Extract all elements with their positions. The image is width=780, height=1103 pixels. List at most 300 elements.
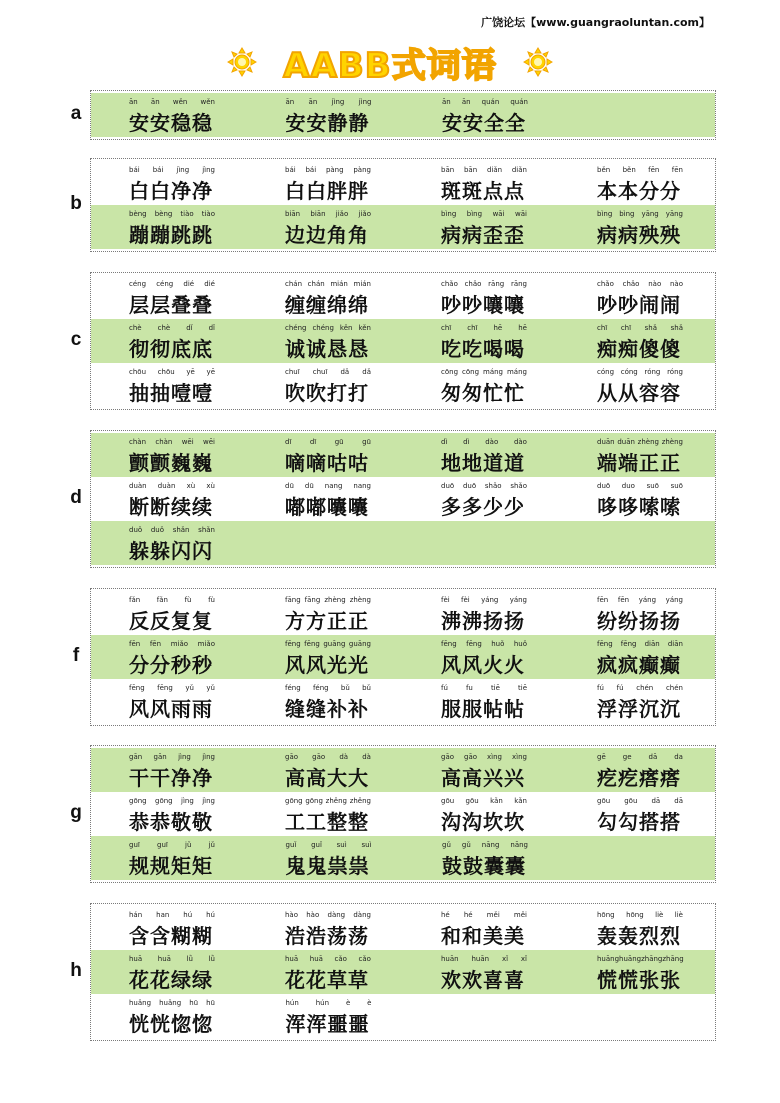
pinyin-syllable: yáng (638, 596, 657, 604)
pinyin-syllable: chéng (312, 324, 334, 332)
word-entry (91, 906, 247, 950)
pinyin-syllable: suì (361, 841, 372, 849)
pinyin-syllable: dàng (327, 911, 346, 919)
word-entry (559, 792, 715, 836)
pinyin-syllable: hū (189, 999, 199, 1007)
pinyin (597, 482, 683, 490)
pinyin-syllable: xǐ (501, 955, 509, 963)
pinyin-syllable: dàng (353, 911, 371, 919)
pinyin (129, 684, 215, 692)
pinyin-syllable: gū (334, 438, 344, 446)
pinyin-syllable: fù (184, 596, 192, 604)
chinese-word: 反反复复 (129, 609, 213, 633)
pinyin-syllable: gāo (285, 753, 299, 761)
pinyin-syllable: jìng (202, 797, 215, 805)
pinyin-syllable: hào (285, 911, 299, 919)
pinyin-syllable: liè (674, 911, 683, 919)
chinese-word: 安安静静 (285, 111, 370, 135)
word-entry (91, 363, 247, 407)
pinyin (285, 166, 371, 174)
word-entry (247, 748, 403, 792)
pinyin-syllable: duō (441, 482, 455, 490)
word-box (90, 90, 716, 140)
chinese-word: 鼓鼓囊囊 (442, 854, 526, 878)
word-entry (248, 836, 405, 880)
pinyin-syllable: huān (471, 955, 490, 963)
chinese-word: 躲躲闪闪 (129, 539, 213, 563)
pinyin-syllable: jìng (178, 753, 191, 761)
pinyin-syllable: da (674, 753, 683, 761)
pinyin-syllable: tiē (490, 684, 500, 692)
pinyin-syllable: diǎn (486, 166, 503, 174)
pinyin-syllable: hào (306, 911, 320, 919)
word-entry (91, 950, 247, 994)
pinyin-syllable: shǎ (644, 324, 658, 332)
word-box (90, 158, 716, 252)
pinyin-syllable: dà (362, 753, 371, 761)
word-entry (247, 275, 403, 319)
chinese-word: 轰轰烈烈 (597, 924, 681, 948)
chinese-word: 吃吃喝喝 (441, 337, 525, 361)
pinyin-syllable: mián (353, 280, 371, 288)
pinyin-syllable: fēn (597, 596, 609, 604)
pinyin-syllable: diān (644, 640, 660, 648)
pinyin-syllable: chè (157, 324, 171, 332)
pinyin-syllable: zhèng (661, 438, 683, 446)
pinyin-syllable: dā (674, 797, 683, 805)
pinyin-syllable: fú (616, 684, 624, 692)
pinyin-syllable: zhāng (662, 955, 684, 963)
chinese-word: 层层叠叠 (129, 293, 213, 317)
pinyin (441, 640, 527, 648)
word-entry (559, 679, 715, 723)
pinyin-syllable: zhěng (349, 797, 371, 805)
section-b (0, 158, 780, 252)
pinyin (597, 368, 683, 376)
pinyin-syllable: huǎng (159, 999, 182, 1007)
pinyin-syllable: ān (461, 98, 471, 106)
chinese-word: 规规矩矩 (129, 854, 213, 878)
pinyin (441, 753, 527, 761)
pinyin-syllable: bái (285, 166, 296, 174)
chinese-word: 颤颤巍巍 (129, 451, 213, 475)
pinyin (285, 911, 371, 919)
pinyin-syllable: gē (597, 753, 606, 761)
pinyin-syllable: chōu (129, 368, 147, 376)
pinyin-syllable: rāng (510, 280, 527, 288)
pinyin-syllable: fèi (461, 596, 470, 604)
pinyin-syllable: cōng (441, 368, 459, 376)
pinyin (285, 640, 371, 648)
chinese-word: 吵吵闹闹 (597, 293, 681, 317)
pinyin-syllable: chàn (155, 438, 173, 446)
word-entry (248, 93, 405, 137)
pinyin (285, 684, 371, 692)
word-entry (91, 679, 247, 723)
word-entry (91, 433, 247, 477)
pinyin-syllable: pàng (353, 166, 371, 174)
pinyin-syllable: bái (305, 166, 317, 174)
word-entry (247, 161, 403, 205)
chinese-word: 吵吵嚷嚷 (441, 293, 525, 317)
word-box (90, 745, 716, 883)
pinyin-syllable: dié (204, 280, 215, 288)
pinyin (597, 640, 683, 648)
pinyin-syllable: cóng (620, 368, 638, 376)
pinyin-syllable: chī (467, 324, 478, 332)
pinyin (285, 438, 371, 446)
pinyin-syllable: ān (150, 98, 160, 106)
pinyin-syllable: ān (308, 98, 318, 106)
pinyin-syllable: guī (157, 841, 168, 849)
pinyin-syllable: gāo (464, 753, 478, 761)
pinyin-syllable: zhèng (324, 596, 346, 604)
pinyin-syllable: féng (285, 684, 301, 692)
pinyin-syllable: chǎo (622, 280, 640, 288)
word-entry (404, 836, 561, 880)
chinese-word: 勾勾搭搭 (597, 810, 681, 834)
chinese-word: 和和美美 (441, 924, 525, 948)
pinyin (441, 438, 527, 446)
pinyin-syllable: měi (513, 911, 527, 919)
word-entry (91, 205, 247, 249)
pinyin-syllable: gōu (597, 797, 611, 805)
word-entry (559, 363, 715, 407)
pinyin-syllable: quán (510, 98, 528, 106)
pinyin-syllable: dū (304, 482, 314, 490)
chinese-word: 花花绿绿 (129, 968, 213, 992)
chinese-word: 沟沟坎坎 (441, 810, 525, 834)
pinyin (129, 955, 215, 963)
pinyin (285, 368, 371, 376)
pinyin-syllable: jiǎo (358, 210, 371, 218)
word-row (91, 591, 715, 635)
pinyin (286, 999, 372, 1007)
chinese-word: 风风火火 (441, 653, 525, 677)
pinyin-syllable: gān (153, 753, 167, 761)
pinyin-syllable: guāng (348, 640, 371, 648)
pinyin-syllable: huān (441, 955, 459, 963)
pinyin-syllable: quán (481, 98, 500, 106)
pinyin-syllable: hú (183, 911, 193, 919)
chinese-word: 含含糊糊 (129, 924, 213, 948)
pinyin (441, 596, 527, 604)
pinyin-syllable: gōng (129, 797, 147, 805)
chinese-word: 安安全全 (442, 111, 526, 135)
pinyin (129, 911, 215, 919)
pinyin-syllable: běn (597, 166, 611, 174)
section-d (0, 430, 780, 568)
pinyin (285, 753, 371, 761)
pinyin-syllable: máng (483, 368, 503, 376)
pinyin-syllable: shǎn (198, 526, 215, 534)
chinese-word: 痴痴傻傻 (597, 337, 681, 361)
pinyin-syllable: suì (336, 841, 347, 849)
word-entry (403, 275, 559, 319)
chinese-word: 斑斑点点 (441, 179, 525, 203)
chinese-word: 病病歪歪 (441, 223, 525, 247)
pinyin-syllable: gǔ (442, 841, 451, 849)
pinyin-syllable: jiǎo (335, 210, 349, 218)
pinyin-syllable: nang (324, 482, 343, 490)
pinyin-syllable: hē (518, 324, 527, 332)
pinyin-syllable: duàn (157, 482, 176, 490)
pinyin-syllable: róng (644, 368, 661, 376)
pinyin-syllable: fēng (129, 684, 145, 692)
pinyin-syllable: gōu (465, 797, 479, 805)
pinyin-syllable: jìng (181, 797, 194, 805)
pinyin-syllable: kǎn (490, 797, 503, 805)
word-box (90, 272, 716, 410)
pinyin-syllable: xù (206, 482, 215, 490)
pinyin-syllable: chǎo (597, 280, 614, 288)
pinyin (597, 684, 683, 692)
pinyin-syllable: fēng (620, 640, 637, 648)
pinyin-syllable: hú (206, 911, 215, 919)
pinyin-syllable: huā (285, 955, 299, 963)
word-entry (559, 591, 715, 635)
pinyin-syllable: chè (129, 324, 142, 332)
word-entry (247, 906, 403, 950)
pinyin (441, 797, 527, 805)
chinese-word: 缠缠绵绵 (285, 293, 369, 317)
pinyin-syllable: hé (441, 911, 450, 919)
word-entry (403, 433, 559, 477)
pinyin-syllable: yáng (509, 596, 527, 604)
word-entry (403, 792, 559, 836)
pinyin (597, 955, 683, 963)
pinyin-syllable: huā (129, 955, 143, 963)
word-entry (91, 591, 247, 635)
pinyin (597, 166, 683, 174)
pinyin-syllable: wēi (203, 438, 215, 446)
pinyin-syllable: bìng (466, 210, 483, 218)
pinyin-syllable: fāng (285, 596, 301, 604)
pinyin-syllable: diān (667, 640, 683, 648)
word-entry (403, 363, 559, 407)
pinyin-syllable: dǐ (208, 324, 215, 332)
pinyin-syllable: yē (186, 368, 195, 376)
pinyin-syllable: nāng (510, 841, 528, 849)
pinyin (441, 955, 527, 963)
word-box (90, 588, 716, 726)
pinyin-syllable: huāng (619, 955, 642, 963)
chinese-word: 诚诚恳恳 (285, 337, 369, 361)
pinyin-syllable: zhèng (349, 596, 371, 604)
pinyin-syllable: kǎn (514, 797, 527, 805)
chinese-word: 花花草草 (285, 968, 369, 992)
word-row (91, 521, 715, 565)
word-entry (247, 635, 403, 679)
pinyin-syllable: duǒ (129, 526, 143, 534)
chinese-word: 分分秒秒 (129, 653, 213, 677)
pinyin-syllable: diǎn (511, 166, 527, 174)
pinyin-syllable: chán (307, 280, 325, 288)
chinese-word: 边边角角 (285, 223, 369, 247)
word-row (91, 635, 715, 679)
pinyin-syllable: chī (597, 324, 608, 332)
pinyin-syllable: chéng (285, 324, 307, 332)
pinyin-syllable: zhěng (325, 797, 347, 805)
pinyin-syllable: gāo (312, 753, 326, 761)
pinyin-syllable: fǎn (129, 596, 141, 604)
pinyin-syllable: guǐ (311, 841, 322, 849)
pinyin (441, 324, 527, 332)
chinese-word: 彻彻底底 (129, 337, 213, 361)
pinyin-syllable: fèi (441, 596, 450, 604)
pinyin-syllable: chén (636, 684, 654, 692)
word-entry (403, 319, 559, 363)
chinese-word: 本本分分 (597, 179, 681, 203)
pinyin-syllable: dì (463, 438, 470, 446)
word-entry (91, 93, 248, 137)
chinese-word: 疯疯癫癫 (597, 653, 681, 677)
pinyin-syllable: yáng (665, 596, 683, 604)
pinyin-syllable: yáng (481, 596, 499, 604)
pinyin (441, 368, 527, 376)
pinyin-syllable: hē (493, 324, 503, 332)
word-entry (403, 748, 559, 792)
pinyin-syllable: duān (597, 438, 615, 446)
pinyin-syllable: biān (310, 210, 326, 218)
pinyin-syllable: fu (465, 684, 473, 692)
pinyin (597, 797, 683, 805)
pinyin-syllable: wěn (200, 98, 215, 106)
pinyin-syllable: kěn (358, 324, 371, 332)
pinyin-syllable: fāng (304, 596, 321, 604)
pinyin-syllable: pàng (325, 166, 344, 174)
pinyin-syllable: fēng (285, 640, 301, 648)
site-header: 广饶论坛【www.guangraoluntan.com】 (481, 16, 710, 29)
pinyin (129, 596, 215, 604)
chinese-word: 断断续续 (129, 495, 213, 519)
word-row (91, 748, 715, 792)
pinyin-syllable: chuī (285, 368, 300, 376)
word-row (91, 275, 715, 319)
chinese-word: 服服帖帖 (441, 697, 525, 721)
section-letter: f (72, 645, 80, 666)
pinyin-syllable: bìng (597, 210, 613, 218)
pinyin-syllable: fēng (466, 640, 482, 648)
pinyin-syllable: è (345, 999, 351, 1007)
pinyin-syllable: jǔ (185, 841, 192, 849)
pinyin-syllable: suō (670, 482, 683, 490)
pinyin (129, 210, 215, 218)
word-entry (247, 950, 403, 994)
pinyin-syllable: yē (206, 368, 215, 376)
word-entry (559, 748, 715, 792)
pinyin-syllable: huāng (597, 955, 620, 963)
chinese-word: 蹦蹦跳跳 (129, 223, 213, 247)
word-row (91, 792, 715, 836)
pinyin (286, 841, 372, 849)
pinyin (285, 596, 371, 604)
pinyin-syllable: dā (651, 797, 661, 805)
word-entry (403, 906, 559, 950)
word-entry (91, 275, 247, 319)
word-entry (247, 679, 403, 723)
pinyin (129, 482, 215, 490)
pinyin (441, 166, 527, 174)
pinyin-syllable: cǎo (334, 955, 347, 963)
pinyin-syllable: dào (513, 438, 527, 446)
pinyin-syllable: fú (441, 684, 448, 692)
page-title: AABB式词语 (283, 45, 497, 86)
pinyin-syllable: gāo (441, 753, 455, 761)
pinyin-syllable: shǎo (484, 482, 502, 490)
word-entry (559, 275, 715, 319)
word-entry (403, 635, 559, 679)
section-a (0, 90, 780, 140)
word-entry (559, 319, 715, 363)
pinyin-syllable: rāng (488, 280, 505, 288)
pinyin-syllable: jìng (202, 753, 215, 761)
chinese-word: 匆匆忙忙 (441, 381, 525, 405)
pinyin-syllable: guǐ (285, 841, 297, 849)
pinyin-syllable: fēng (157, 684, 173, 692)
pinyin-syllable: gān (129, 753, 143, 761)
pinyin-syllable: bān (441, 166, 455, 174)
section-h (0, 903, 780, 1041)
pinyin-syllable: biān (285, 210, 301, 218)
pinyin-syllable: fù (208, 596, 215, 604)
chinese-word: 吹吹打打 (285, 381, 369, 405)
pinyin-syllable: wēi (181, 438, 194, 446)
word-row (91, 836, 715, 880)
word-entry (559, 635, 715, 679)
word-entry (403, 161, 559, 205)
pinyin-syllable: chī (441, 324, 452, 332)
pinyin-syllable: è (367, 999, 372, 1007)
pinyin-syllable: shǎn (172, 526, 190, 534)
pinyin-syllable: gū (362, 438, 371, 446)
chinese-word: 白白胖胖 (285, 179, 369, 203)
pinyin-syllable: bìng (441, 210, 457, 218)
pinyin-syllable: xǐ (520, 955, 527, 963)
section-g (0, 745, 780, 883)
pinyin-syllable: suō (646, 482, 659, 490)
pinyin-syllable: liè (655, 911, 664, 919)
word-row (91, 906, 715, 950)
pinyin-syllable: shǎo (510, 482, 527, 490)
pinyin-syllable: lǜ (186, 955, 193, 963)
chinese-word: 抽抽噎噎 (129, 381, 213, 405)
word-entry (559, 161, 715, 205)
sun-icon-right (523, 47, 553, 77)
chinese-word: 干干净净 (129, 766, 213, 790)
word-row (91, 433, 715, 477)
pinyin-syllable: hōng (597, 911, 615, 919)
chinese-word: 恭恭敬敬 (129, 810, 213, 834)
pinyin-syllable: céng (129, 280, 147, 288)
pinyin-syllable: fēn (129, 640, 141, 648)
pinyin (597, 911, 683, 919)
pinyin (129, 98, 215, 106)
pinyin (597, 210, 683, 218)
pinyin-syllable: chuī (312, 368, 328, 376)
chinese-word: 哆哆嗦嗦 (597, 495, 681, 519)
pinyin-syllable: dǎ (362, 368, 371, 376)
pinyin-syllable: fú (597, 684, 604, 692)
section-letter: g (70, 802, 82, 823)
pinyin-syllable: jìng (176, 166, 190, 174)
pinyin (597, 596, 683, 604)
pinyin-syllable: huā (309, 955, 323, 963)
word-box (90, 903, 716, 1041)
pinyin (285, 955, 371, 963)
pinyin-syllable: dǎ (340, 368, 350, 376)
pinyin-syllable: dǐ (186, 324, 193, 332)
